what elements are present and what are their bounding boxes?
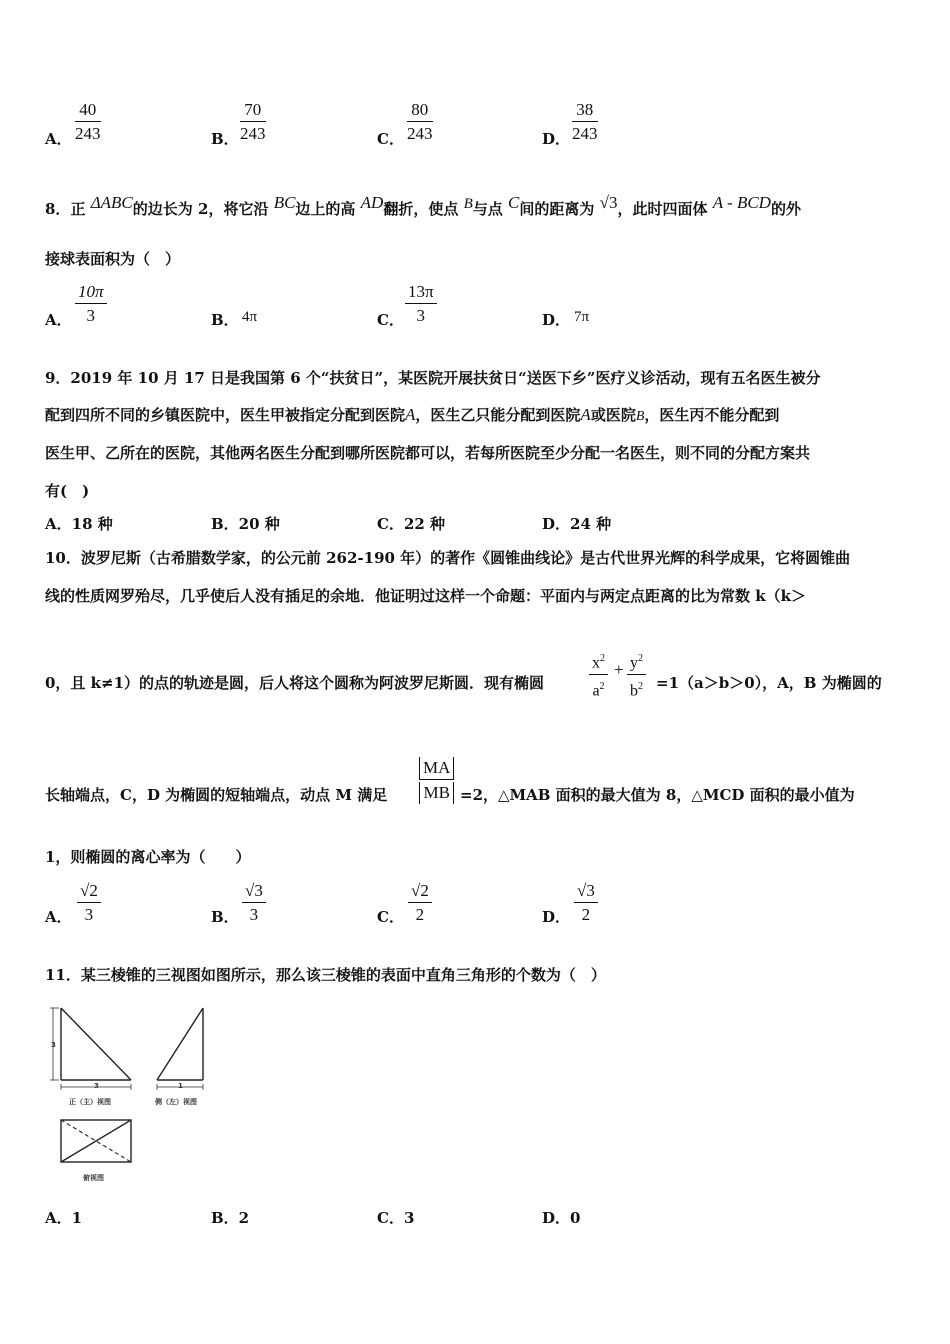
q11-line-1: 11．某三棱锥的三视图如图所示，那么该三棱锥的表面中直角三角形的个数为（ ） — [45, 966, 606, 984]
q8-option-b-value: 4π — [242, 309, 258, 325]
q7-option-d-fraction: $\frac{38}{243}$ — [572, 100, 598, 143]
q10-option-b-fraction: $\frac{√3}{3}$ — [242, 880, 266, 927]
q10-option-c-fraction: $\frac{√2}{2}$ — [408, 880, 432, 927]
front-view — [50, 1008, 131, 1106]
q10-y2-over-b2: $\frac{y^2}{b^2}$ — [627, 648, 646, 704]
q9-line-2: 配到四所不同的乡镇医院中，医生甲被指定分配到医院A，医生乙只能分配到医院A或医院B，医生丙不能分配到 — [45, 405, 780, 424]
q9-line-4: 有( ) — [45, 482, 90, 500]
q8-option-a-fraction: $\frac{10\pi}{3}$ — [75, 281, 107, 328]
q10-option-d-fraction: $\frac{√3}{2}$ — [574, 880, 598, 927]
q10-line-2: 线的性质网罗殆尽，几乎使后人没有插足的余地．他证明过这样一个命题：平面内与两定点距离的比为常数 k（k＞ — [45, 587, 807, 605]
q8-option-c-fraction: $\frac{13\pi}{3}$ — [405, 281, 437, 328]
q8-option-d-value: 7π — [574, 309, 590, 325]
front-height-label: 3 — [51, 1041, 56, 1049]
q10-option-a-letter: A． — [45, 908, 72, 926]
q10-line-3a: 0，且 k≠1）的点的轨迹是圆，后人将这个圆称为阿波罗尼斯圆．现有椭圆 — [45, 674, 545, 692]
q7-option-b-fraction: $\frac{70}{243}$ — [240, 100, 266, 143]
q9-line-1: 9．2019 年 10 月 17 日是我国第 6 个“扶贫日”，某医院开展扶贫日“送医下乡”医疗义诊活动，现有五名医生被分 — [45, 369, 821, 387]
q7-option-a-fraction: $\frac{40}{243}$ — [75, 100, 101, 143]
front-width-label: 3 — [94, 1082, 99, 1090]
q7-option-a-letter: A． — [45, 130, 72, 148]
q8-option-d-letter: D． — [542, 311, 571, 329]
side-width-label: 1 — [178, 1082, 183, 1090]
q8-math-triangle: ΔABC — [90, 193, 133, 212]
q8-option-a-letter: A． — [45, 311, 72, 329]
q11-option-c: C．3 — [377, 1209, 415, 1227]
three-view-figure — [45, 1000, 225, 1190]
q9-line-3: 医生甲、乙所在的医院，其他两名医生分配到哪所医院都可以，若每所医院至少分配一名医生，则不同的分配方案共 — [45, 444, 811, 462]
q10-line-3b: =1（a＞b＞0），A，B 为椭圆的 — [656, 674, 882, 692]
q7-option-c-letter: C． — [377, 130, 404, 148]
front-view-label: 正（主）视图 — [69, 1098, 111, 1106]
q9-option-c: C．22 种 — [377, 515, 446, 533]
top-view — [61, 1120, 131, 1182]
q9-option-b: B．20 种 — [211, 515, 280, 533]
q10-x2-over-a2: $\frac{x^2}{a^2}$ — [589, 648, 608, 704]
q8-option-b-letter: B． — [211, 311, 239, 329]
side-view — [154, 1008, 203, 1106]
q11-option-d: D．0 — [542, 1209, 581, 1227]
q8-line-2: 接球表面积为（ ） — [45, 250, 181, 268]
q10-option-c-letter: C． — [377, 908, 404, 926]
q10-plus: + — [614, 660, 624, 679]
q10-line-1: 10．波罗尼斯（古希腊数学家，的公元前 262-190 年）的著作《圆锥曲线论》是古代世界光辉的科学成果，它将圆锥曲 — [45, 549, 851, 567]
q7-option-c-fraction: $\frac{80}{243}$ — [407, 100, 433, 143]
q10-line-4b: =2，△MAB 面积的最大值为 8，△MCD 面积的最小值为 — [460, 786, 855, 804]
q10-option-a-fraction: $\frac{√2}{3}$ — [77, 880, 101, 927]
q10-line-5: 1，则椭圆的离心率为（ ） — [45, 848, 251, 866]
q9-option-a: A．18 种 — [45, 515, 113, 533]
q10-ma-over-mb: $\frac{MA}{MB}$ — [418, 757, 455, 804]
q9-option-d: D．24 种 — [542, 515, 612, 533]
q10-line-4a: 长轴端点，C，D 为椭圆的短轴端点，动点 M 满足 — [45, 786, 388, 804]
q8-option-c-letter: C． — [377, 311, 404, 329]
q8-line-1: 8．正 ΔABC的边长为 2，将它沿 BC边上的高 AD翻折，使点 B与点 C间的距离为 √3，此时四面体 A - BCD的外 — [45, 193, 801, 218]
q7-option-d-letter: D． — [542, 130, 571, 148]
q11-option-a: A．1 — [45, 1209, 83, 1227]
top-view-label: 俯视图 — [83, 1174, 104, 1182]
q7-option-b-letter: B． — [211, 130, 239, 148]
q10-option-b-letter: B． — [211, 908, 239, 926]
q10-option-d-letter: D． — [542, 908, 571, 926]
side-view-label: 侧（左）视图 — [155, 1098, 197, 1106]
q11-option-b: B．2 — [211, 1209, 250, 1227]
